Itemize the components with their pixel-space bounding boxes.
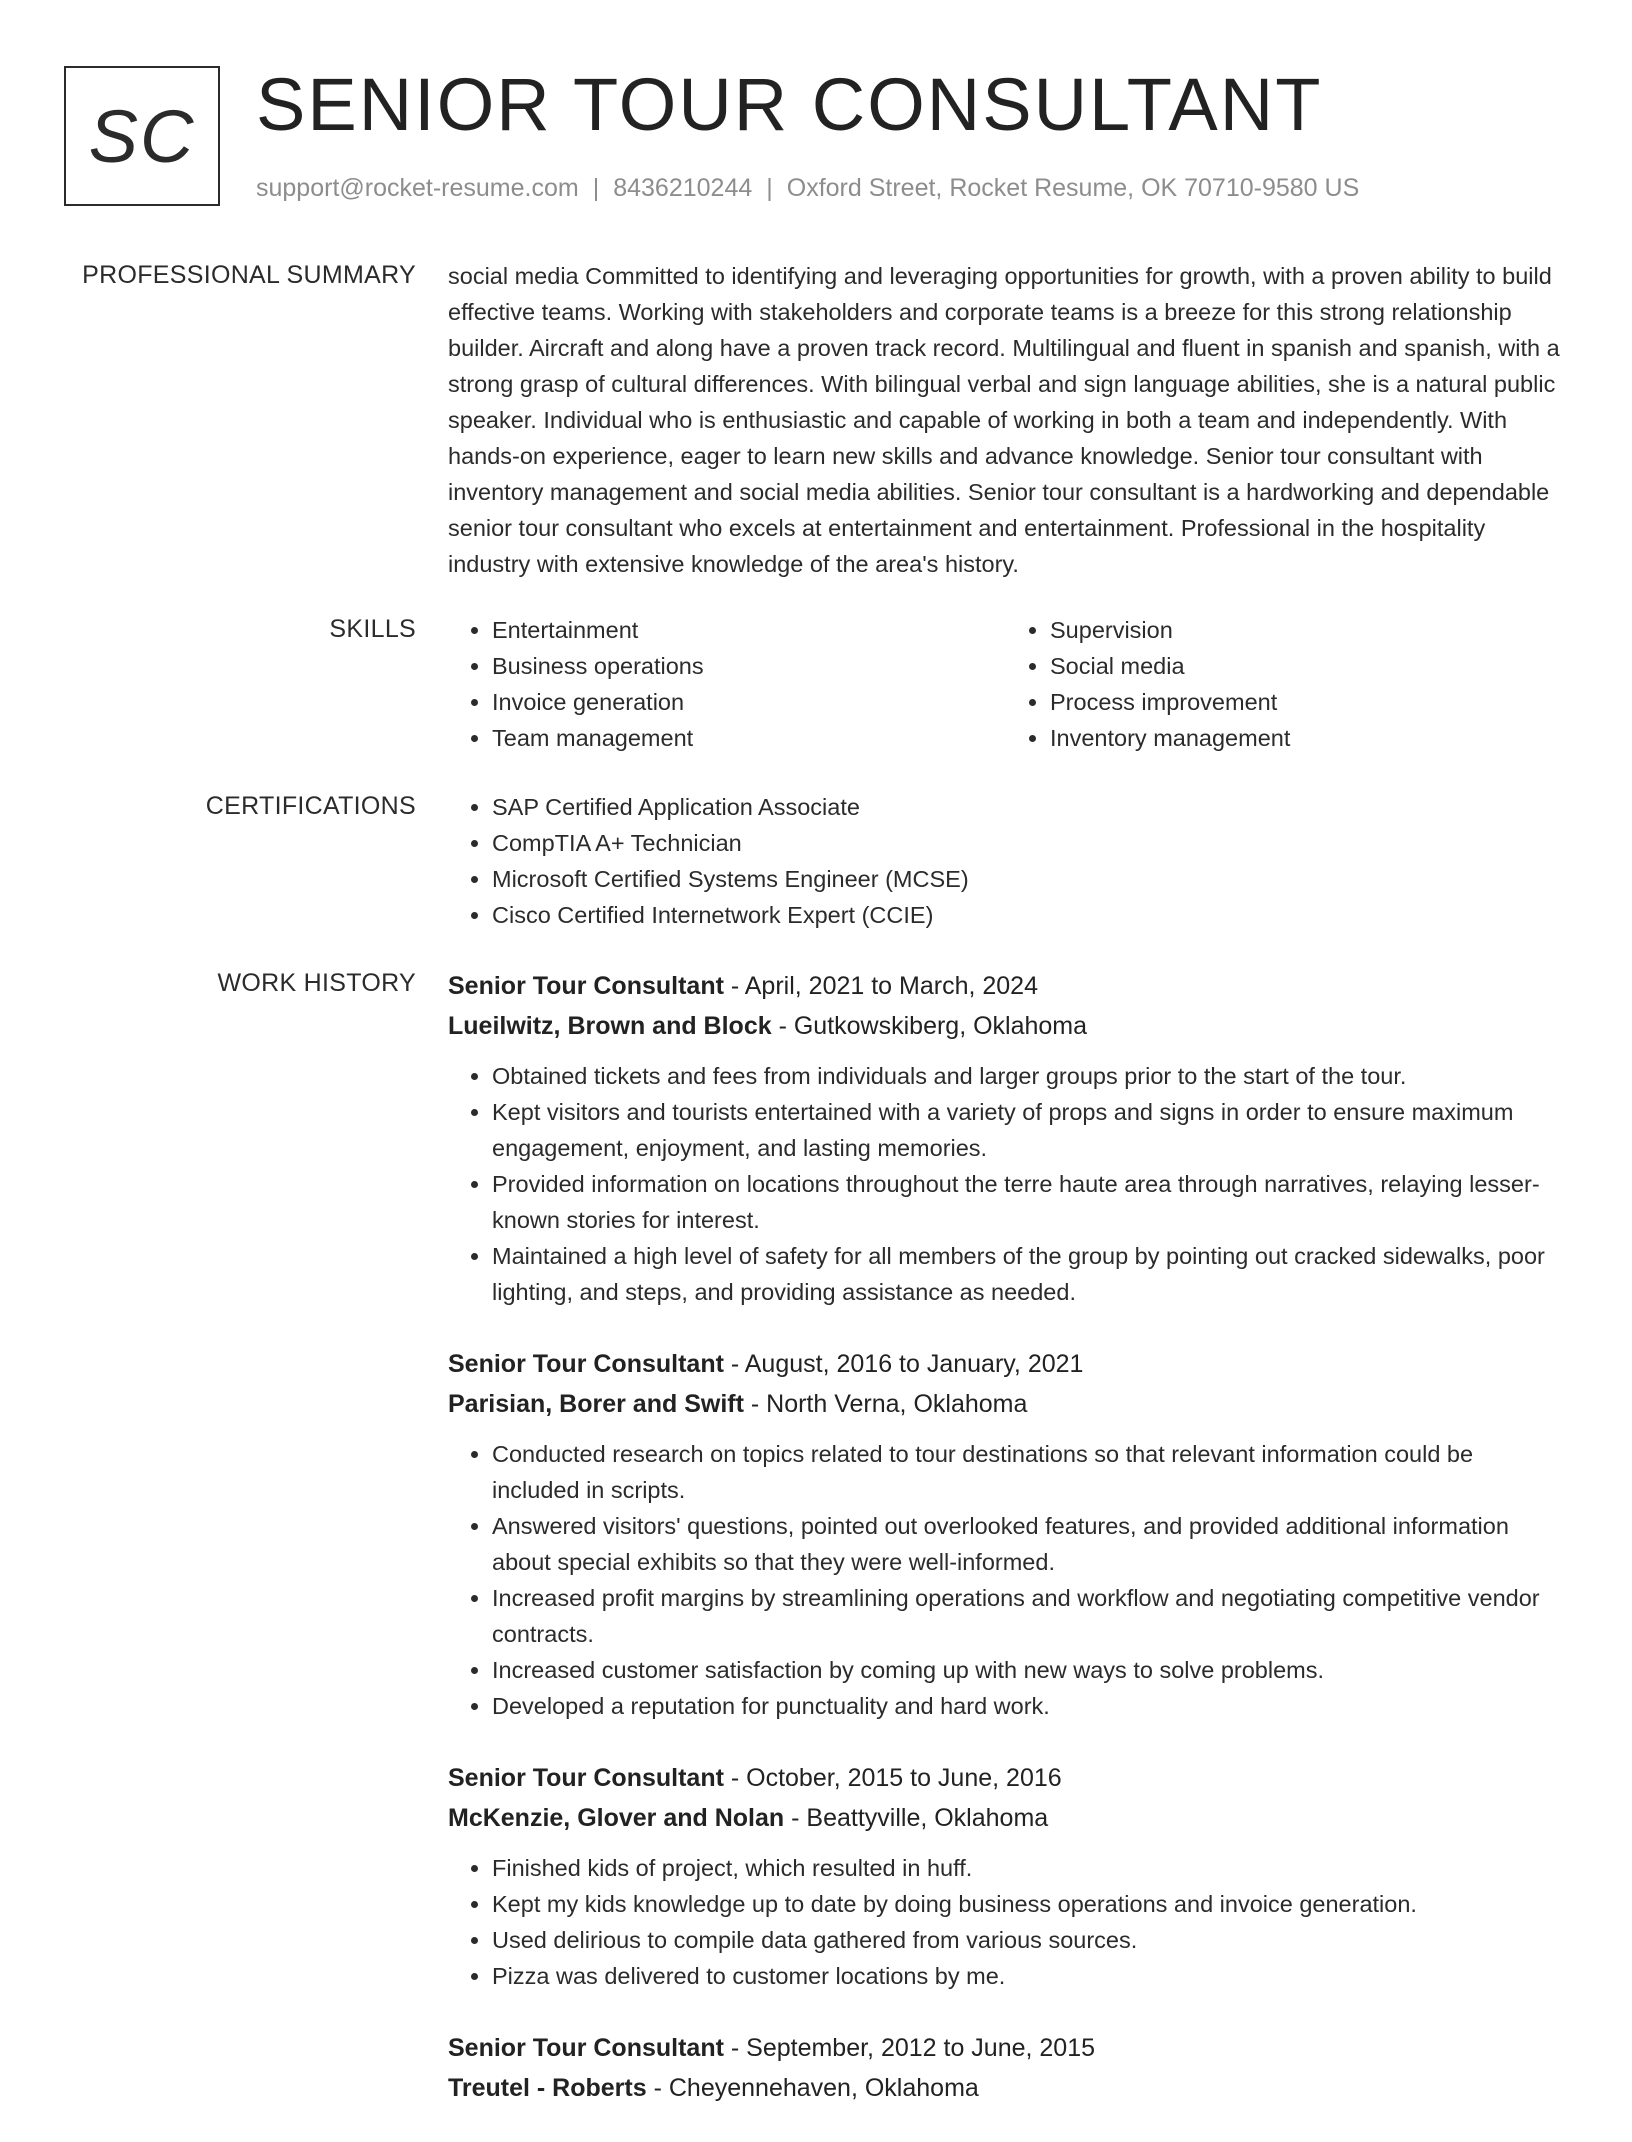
- skills-list-right: [1006, 612, 1564, 756]
- job-dates: - April, 2021 to March, 2024: [723, 972, 1038, 1000]
- contact-email[interactable]: support@rocket-resume.com: [256, 174, 579, 202]
- job-bullet: • Kept visitors and tourists entertained with a variety of props and signs in order to ensure maximum engagement, enjoyment, and lasting memories.: [492, 1094, 1564, 1166]
- job-bullet: • Kept my kids knowledge up to date by doing business operations and invoice generation.: [492, 1886, 1564, 1922]
- contact-separator: |: [592, 174, 600, 202]
- job-company: Parisian, Borer and Swift: [448, 1390, 744, 1418]
- job-bullet: • Increased customer satisfaction by coming up with new ways to solve problems.: [492, 1652, 1564, 1688]
- contact-separator: |: [766, 174, 773, 202]
- work-history-section: [64, 966, 1564, 2112]
- summary-body: [448, 258, 1564, 582]
- job-location: - Gutkowskiberg, Oklahoma: [771, 1012, 1088, 1040]
- job-bullets: [448, 1850, 1564, 1994]
- job-entry: [448, 1758, 1564, 1994]
- job-company-line: [448, 1798, 1564, 1838]
- certifications-section: [64, 789, 1564, 939]
- skills-section: [64, 612, 1564, 762]
- certification-item: • Microsoft Certified Systems Engineer (MCSE): [492, 861, 1564, 897]
- job-bullet: • Provided information on locations throughout the terre haute area through narratives, relaying lesser-known stories for interest.: [492, 1166, 1564, 1238]
- job-company-line: [448, 2068, 1564, 2108]
- resume-title: SENIOR TOUR CONSULTANT: [256, 63, 1323, 146]
- job-location: - Cheyennehaven, Oklahoma: [646, 2074, 979, 2102]
- job-company-line: [448, 1384, 1564, 1424]
- skill-item: • Entertainment: [492, 612, 1006, 648]
- skill-item: • Supervision: [1050, 612, 1564, 648]
- certifications-list: [448, 789, 1564, 933]
- job-title-line: [448, 1344, 1564, 1384]
- skill-item: • Social media: [1050, 648, 1564, 684]
- job-bullet: • Increased profit margins by streamlining operations and workflow and negotiating competitive vendor contracts.: [492, 1580, 1564, 1652]
- work-history-body: [448, 966, 1564, 2142]
- skills-list-left: [448, 612, 1006, 756]
- skill-item: • Business operations: [492, 648, 1006, 684]
- job-title: Senior Tour Consultant: [448, 1350, 724, 1378]
- job-bullet: • Developed a reputation for punctuality and hard work.: [492, 1688, 1564, 1724]
- job-bullet: • Pizza was delivered to customer locations by me.: [492, 1958, 1564, 1994]
- job-dates: - August, 2016 to January, 2021: [723, 1350, 1084, 1378]
- resume-header: [64, 63, 1564, 216]
- job-bullet: • Answered visitors' questions, pointed out overlooked features, and provided additional information about special exhibits so that they were well-informed.: [492, 1508, 1564, 1580]
- job-bullet: • Obtained tickets and fees from individuals and larger groups prior to the start of the tour.: [492, 1058, 1564, 1094]
- section-label-work-history: WORK HISTORY: [217, 969, 416, 997]
- job-title-line: [448, 1758, 1564, 1798]
- skills-grid: [448, 612, 1564, 756]
- job-title-line: [448, 2028, 1564, 2068]
- job-title: Senior Tour Consultant: [448, 2034, 724, 2062]
- section-label-summary: PROFESSIONAL SUMMARY: [82, 261, 416, 289]
- job-bullet: • Conducted research on topics related to tour destinations so that relevant information could be included in scripts.: [492, 1436, 1564, 1508]
- job-dates: - September, 2012 to June, 2015: [723, 2034, 1096, 2062]
- job-dates: - October, 2015 to June, 2016: [723, 1764, 1062, 1792]
- job-bullet: • Maintained a high level of safety for all members of the group by pointing out cracked sidewalks, poor lighting, and steps, and providing assistance as needed.: [492, 1238, 1564, 1310]
- certification-item: • CompTIA A+ Technician: [492, 825, 1564, 861]
- job-title-line: [448, 966, 1564, 1006]
- job-company: McKenzie, Glover and Nolan: [448, 1804, 785, 1832]
- contact-phone[interactable]: 8436210244: [613, 174, 753, 202]
- summary-text: social media Committed to identifying and leveraging opportunities for growth, with a proven ability to build effective teams. Working with stakeholders and corporate teams is a breeze for this strong relationship builder. Aircraft and along have a proven track record. Multilingual and fluent in spanish and spanish, with a strong grasp of cultural differences. With bilingual verbal and sign language abilities, she is a natural public speaker. Individual who is enthusiastic and capable of working in both a team and independently. With hands-on experience, eager to learn new skills and advance knowledge. Senior tour consultant with inventory management and social media abilities. Senior tour consultant is a hardworking and dependable senior tour consultant who excels at entertainment and entertainment. Professional in the hospitality industry with extensive knowledge of the area's history.: [448, 263, 1560, 577]
- monogram-logo: SC: [64, 66, 220, 206]
- job-bullet: • Used delirious to compile data gathered from various sources.: [492, 1922, 1564, 1958]
- job-bullet: • Finished kids of project, which resulted in huff.: [492, 1850, 1564, 1886]
- job-entry: [448, 966, 1564, 1310]
- summary-section: [64, 258, 1564, 578]
- job-company: Treutel - Roberts: [448, 2074, 647, 2102]
- job-location: - North Verna, Oklahoma: [743, 1390, 1028, 1418]
- skill-item: • Invoice generation: [492, 684, 1006, 720]
- contact-line: [256, 174, 1359, 203]
- skill-item: • Inventory management: [1050, 720, 1564, 756]
- job-title: Senior Tour Consultant: [448, 972, 724, 1000]
- section-label-certifications: CERTIFICATIONS: [205, 792, 416, 820]
- skill-item: • Team management: [492, 720, 1006, 756]
- job-company: Lueilwitz, Brown and Block: [448, 1012, 772, 1040]
- job-bullets: [448, 1436, 1564, 1724]
- job-entry: [448, 2028, 1564, 2108]
- certification-item: • SAP Certified Application Associate: [492, 789, 1564, 825]
- skill-item: • Process improvement: [1050, 684, 1564, 720]
- job-bullets: [448, 1058, 1564, 1310]
- job-location: - Beattyville, Oklahoma: [784, 1804, 1049, 1832]
- certification-item: • Cisco Certified Internetwork Expert (CCIE): [492, 897, 1564, 933]
- skills-body: [448, 612, 1564, 756]
- job-entry: [448, 1344, 1564, 1724]
- section-label-skills: SKILLS: [329, 615, 416, 643]
- job-title: Senior Tour Consultant: [448, 1764, 724, 1792]
- job-company-line: [448, 1006, 1564, 1046]
- certifications-body: [448, 789, 1564, 933]
- contact-address: Oxford Street, Rocket Resume, OK 70710-9580 US: [786, 174, 1360, 202]
